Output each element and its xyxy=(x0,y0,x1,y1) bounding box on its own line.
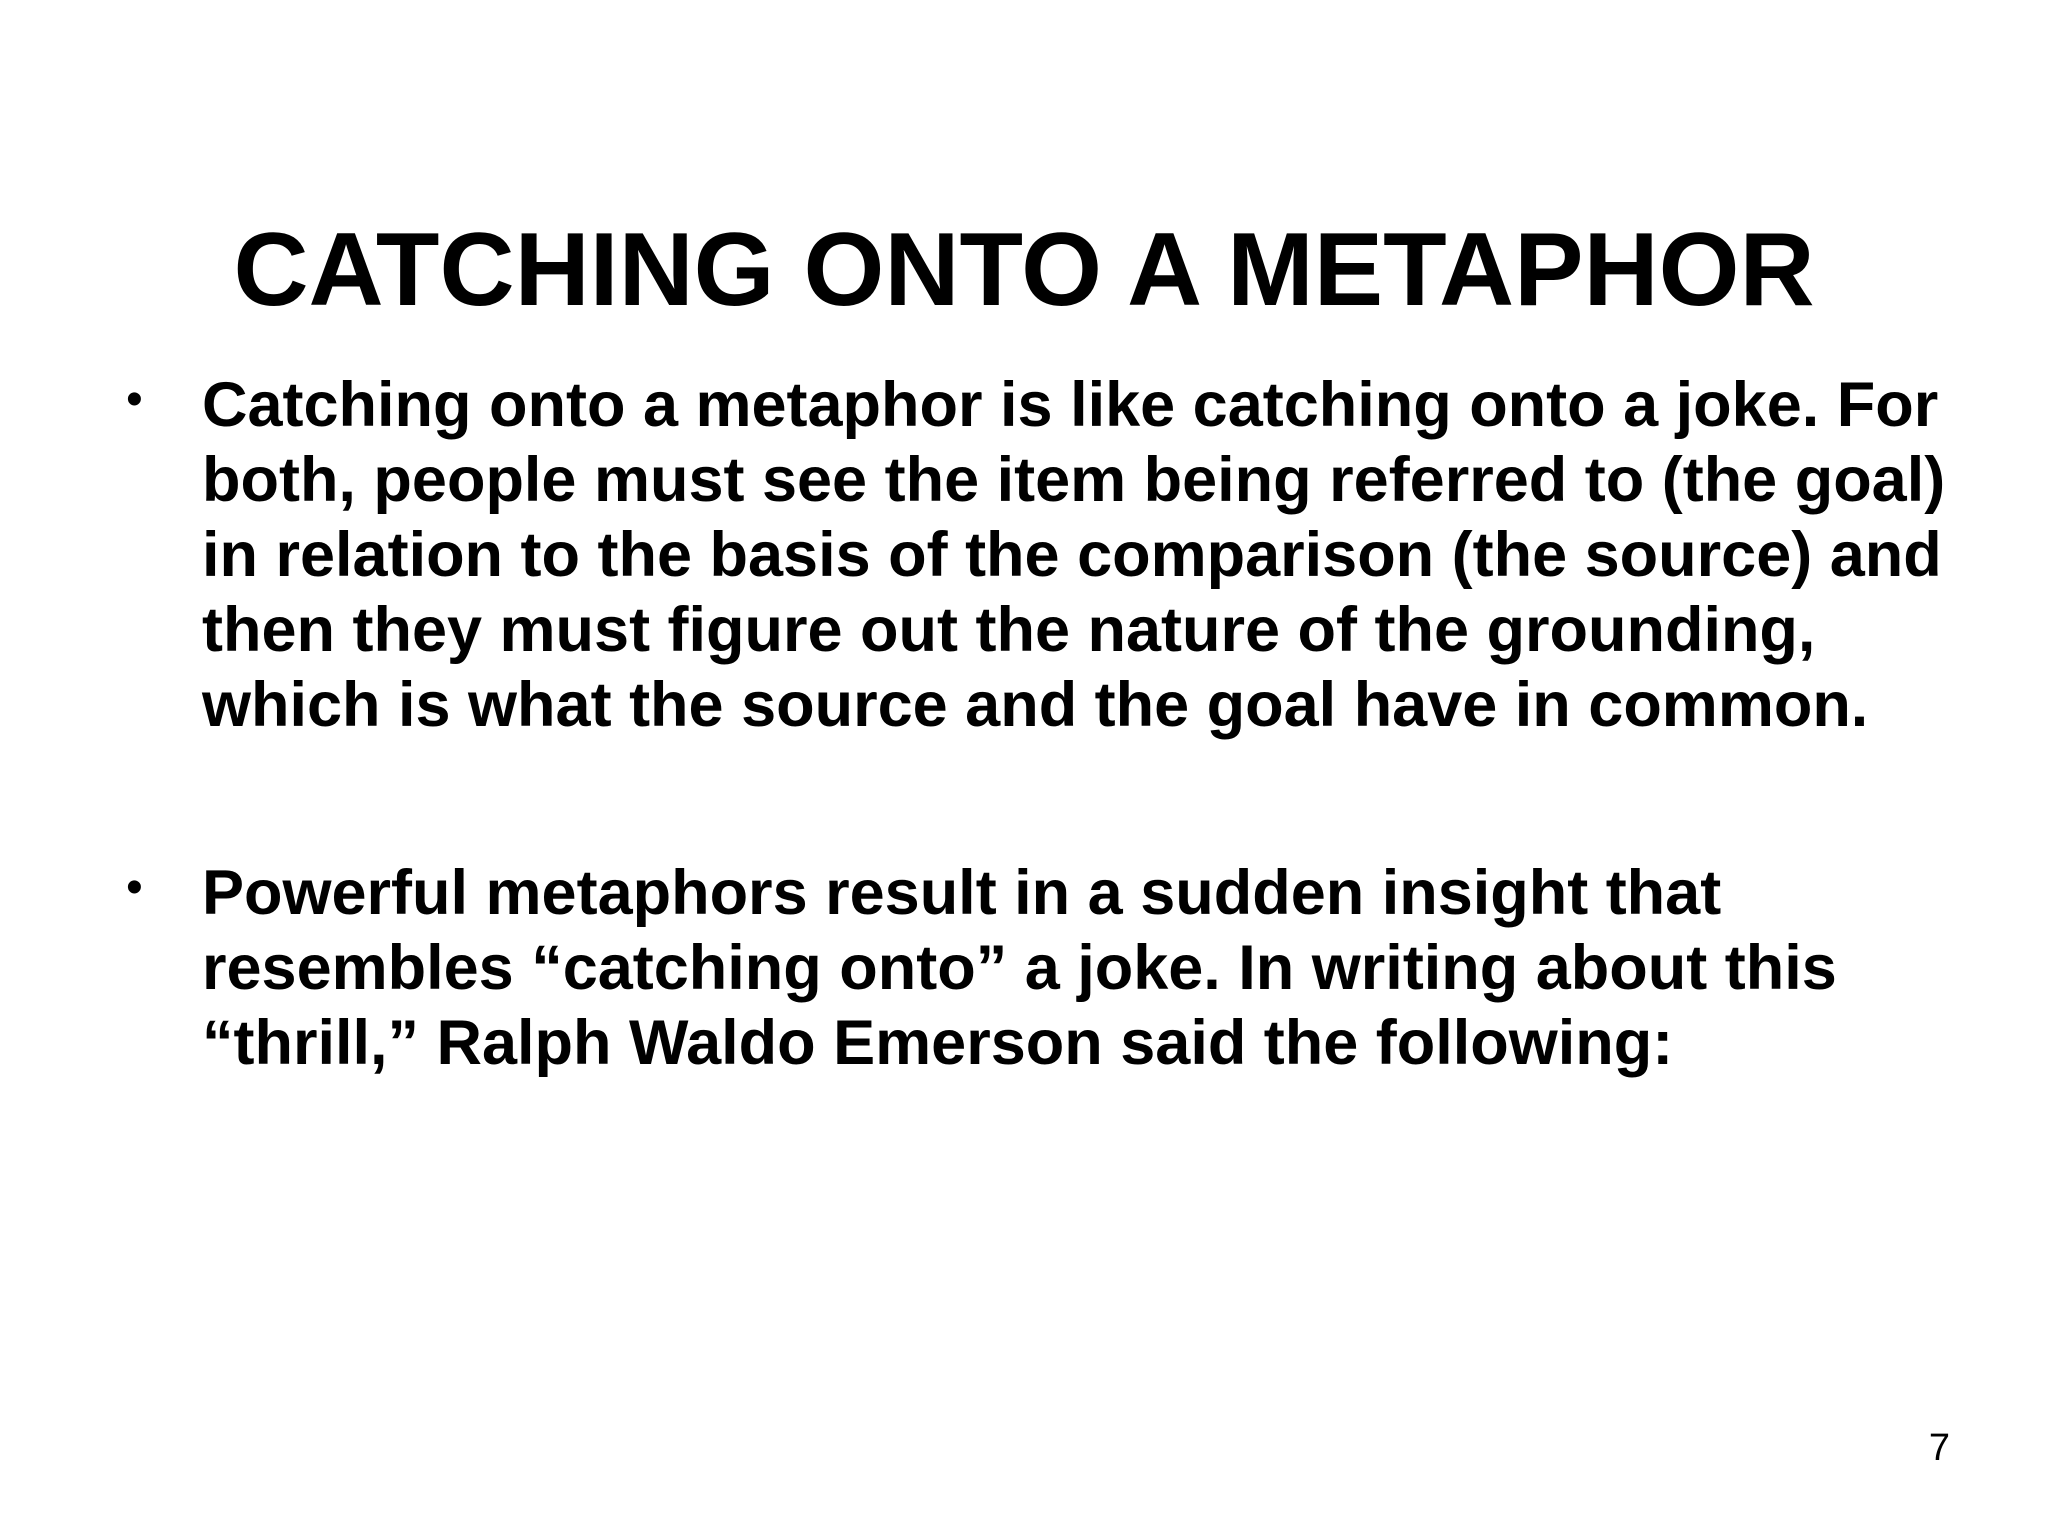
bullet-text: Catching onto a metaphor is like catching onto a joke. For both, people must see the item being referred to (the goal) in relation to the basis of the comparison (the source) and then they must figure out the nature of the grounding, which is what the source and the goal have in common. xyxy=(202,370,1946,740)
bullet-item xyxy=(120,368,1960,743)
bullet-icon: • xyxy=(126,861,143,914)
slide-title: CATCHING ONTO A METAPHOR xyxy=(233,211,1815,328)
bullet-text: Powerful metaphors result in a sudden insight that resembles “catching onto” a joke. In writing about this “thrill,” Ralph Waldo Emerson said the following: xyxy=(202,858,1837,1078)
bullet-icon: • xyxy=(126,373,143,426)
bullet-item xyxy=(120,856,1960,1081)
page-number: 7 xyxy=(1928,1427,1950,1469)
bullet-list xyxy=(120,368,1960,1081)
